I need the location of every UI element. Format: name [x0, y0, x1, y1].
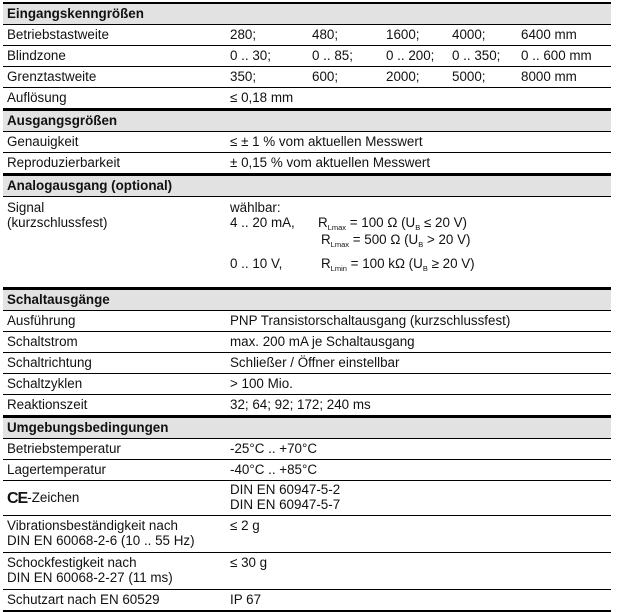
row-value: Schließer / Öffner einstellbar	[230, 355, 400, 370]
value-cell: 4000;	[452, 27, 486, 42]
voltage-range: 0 .. 10 V,	[230, 256, 283, 271]
row-label	[3, 553, 230, 589]
table-row-ausfuehrung	[3, 311, 611, 332]
row-label: Auflösung	[7, 90, 67, 105]
row-label	[3, 481, 230, 515]
value-cell: 480;	[312, 27, 339, 42]
row-label: Schaltstrom	[7, 334, 78, 349]
row-label: Betriebstastweite	[7, 27, 109, 42]
spacer	[230, 232, 321, 249]
signal-label-note: (kurzschlussfest)	[7, 215, 108, 230]
row-value: ± 0,15 % vom aktuellen Messwert	[230, 155, 431, 170]
row-label: Blindzone	[7, 48, 66, 63]
table-row-ce	[3, 481, 611, 516]
value-cell: 2000;	[386, 69, 420, 84]
signal-values	[230, 197, 611, 287]
table-row-reproduzierbarkeit	[3, 153, 611, 174]
table-row-schutzart	[3, 590, 611, 612]
ce-mark-icon: CE	[7, 490, 28, 507]
u-subscript: B	[422, 264, 428, 273]
table-row-blindzone	[3, 46, 611, 67]
value-cell: 350;	[230, 69, 257, 84]
value-cell: 6400 mm	[521, 27, 577, 42]
value-cell: 0 .. 350;	[452, 48, 501, 63]
r-subscript: Lmin	[330, 264, 347, 273]
load-max-1	[318, 215, 467, 232]
value-cell: 0 .. 85;	[312, 48, 353, 63]
table-row-betriebstastweite	[3, 25, 611, 46]
u-subscript: B	[418, 240, 424, 249]
row-label	[3, 516, 230, 552]
section-header-umgebung: Umgebungsbedingungen	[3, 416, 611, 439]
section-header-eingang: Eingangskenngrößen	[3, 2, 611, 25]
row-values	[230, 25, 611, 45]
vibration-label: Vibrationsbeständigkeit nach	[7, 518, 178, 533]
table-row-schaltzyklen	[3, 374, 611, 395]
current-line	[230, 215, 611, 232]
row-value: PNP Transistorschaltausgang (kurzschlussfest)	[230, 313, 511, 328]
row-label: Genauigkeit	[7, 134, 79, 149]
row-label: Schaltzyklen	[7, 376, 83, 391]
row-value: IP 67	[230, 592, 262, 607]
row-label: Lagertemperatur	[7, 462, 106, 477]
table-row-betriebstemperatur	[3, 439, 611, 460]
row-value: 32; 64; 92; 172; 240 ms	[230, 397, 371, 412]
row-value: max. 200 mA je Schaltausgang	[230, 334, 415, 349]
r-symbol: R	[321, 232, 331, 247]
row-label: Schutzart nach EN 60529	[7, 592, 160, 607]
signal-label: Signal	[7, 200, 45, 215]
ce-norm-2: DIN EN 60947-5-7	[230, 497, 341, 512]
row-value: -40°C .. +85°C	[230, 462, 317, 477]
table-row-schaltrichtung	[3, 353, 611, 374]
section-header-analog: Analogausgang (optional)	[3, 174, 611, 197]
row-value: ≤ 2 g	[230, 518, 260, 533]
value-cell: 0 .. 30;	[230, 48, 271, 63]
r-subscript: Lmax	[330, 240, 350, 249]
schock-label: Schockfestigkeit nach	[7, 555, 137, 570]
row-value: -25°C .. +70°C	[230, 441, 317, 456]
row-label	[3, 197, 230, 287]
row-value: > 100 Mio.	[230, 376, 293, 391]
value-cell: 0 .. 200;	[386, 48, 435, 63]
load-condition: ≤ 20 V)	[420, 215, 468, 230]
voltage-line	[230, 256, 611, 273]
value-cell: 5000;	[452, 69, 486, 84]
value-cell: 280;	[230, 27, 257, 42]
schock-norm: DIN EN 60068-2-27 (11 ms)	[7, 570, 173, 585]
table-row-schaltstrom	[3, 332, 611, 353]
u-subscript: B	[415, 223, 421, 232]
section-header-ausgang: Ausgangsgrößen	[3, 109, 611, 132]
value-cell: 1600;	[386, 27, 420, 42]
current-range: 4 .. 20 mA,	[230, 215, 295, 230]
row-label: Schaltrichtung	[7, 355, 92, 370]
table-row-aufloesung	[3, 88, 611, 109]
row-values	[230, 67, 611, 87]
row-value	[230, 481, 611, 515]
table-row-genauigkeit	[3, 132, 611, 153]
table-row-grenztastweite	[3, 67, 611, 88]
load-value: = 500 Ω (U	[349, 232, 419, 247]
table-row-lagertemperatur	[3, 460, 611, 481]
r-symbol: R	[318, 215, 328, 230]
table-row-reaktionszeit	[3, 395, 611, 416]
row-value: ≤ 30 g	[230, 555, 268, 570]
load-max-2	[321, 232, 471, 249]
ce-norm-1: DIN EN 60947-5-2	[230, 482, 341, 497]
row-value: ≤ 0,18 mm	[230, 90, 294, 105]
value-cell: 600;	[312, 69, 339, 84]
row-label: Ausführung	[7, 313, 76, 328]
current-line-2	[230, 232, 611, 249]
row-label: Betriebstemperatur	[7, 441, 121, 456]
row-values	[230, 46, 611, 66]
load-min	[321, 256, 475, 273]
vibration-norm: DIN EN 60068-2-6 (10 .. 55 Hz)	[7, 533, 195, 548]
load-value: = 100 kΩ (U	[346, 256, 423, 271]
row-label: Reaktionszeit	[7, 397, 88, 412]
table-row-signal	[3, 197, 611, 288]
r-symbol: R	[321, 256, 331, 271]
load-value: = 100 Ω (U	[346, 215, 416, 230]
row-label: Grenztastweite	[7, 69, 97, 84]
row-value: ≤ ± 1 % vom aktuellen Messwert	[230, 134, 423, 149]
ce-label: -Zeichen	[27, 490, 80, 505]
row-label: Reproduzierbarkeit	[7, 155, 121, 170]
load-condition: ≥ 20 V)	[427, 256, 475, 271]
table-row-vibration	[3, 516, 611, 553]
waehlbar-text: wählbar:	[230, 200, 281, 215]
table-row-schock	[3, 553, 611, 590]
spec-table	[3, 2, 611, 612]
value-cell: 0 .. 600 mm	[521, 48, 592, 63]
section-header-schalt: Schaltausgänge	[3, 288, 611, 311]
r-subscript: Lmax	[327, 223, 347, 232]
load-condition: > 20 V)	[423, 232, 471, 247]
value-cell: 8000 mm	[521, 69, 577, 84]
